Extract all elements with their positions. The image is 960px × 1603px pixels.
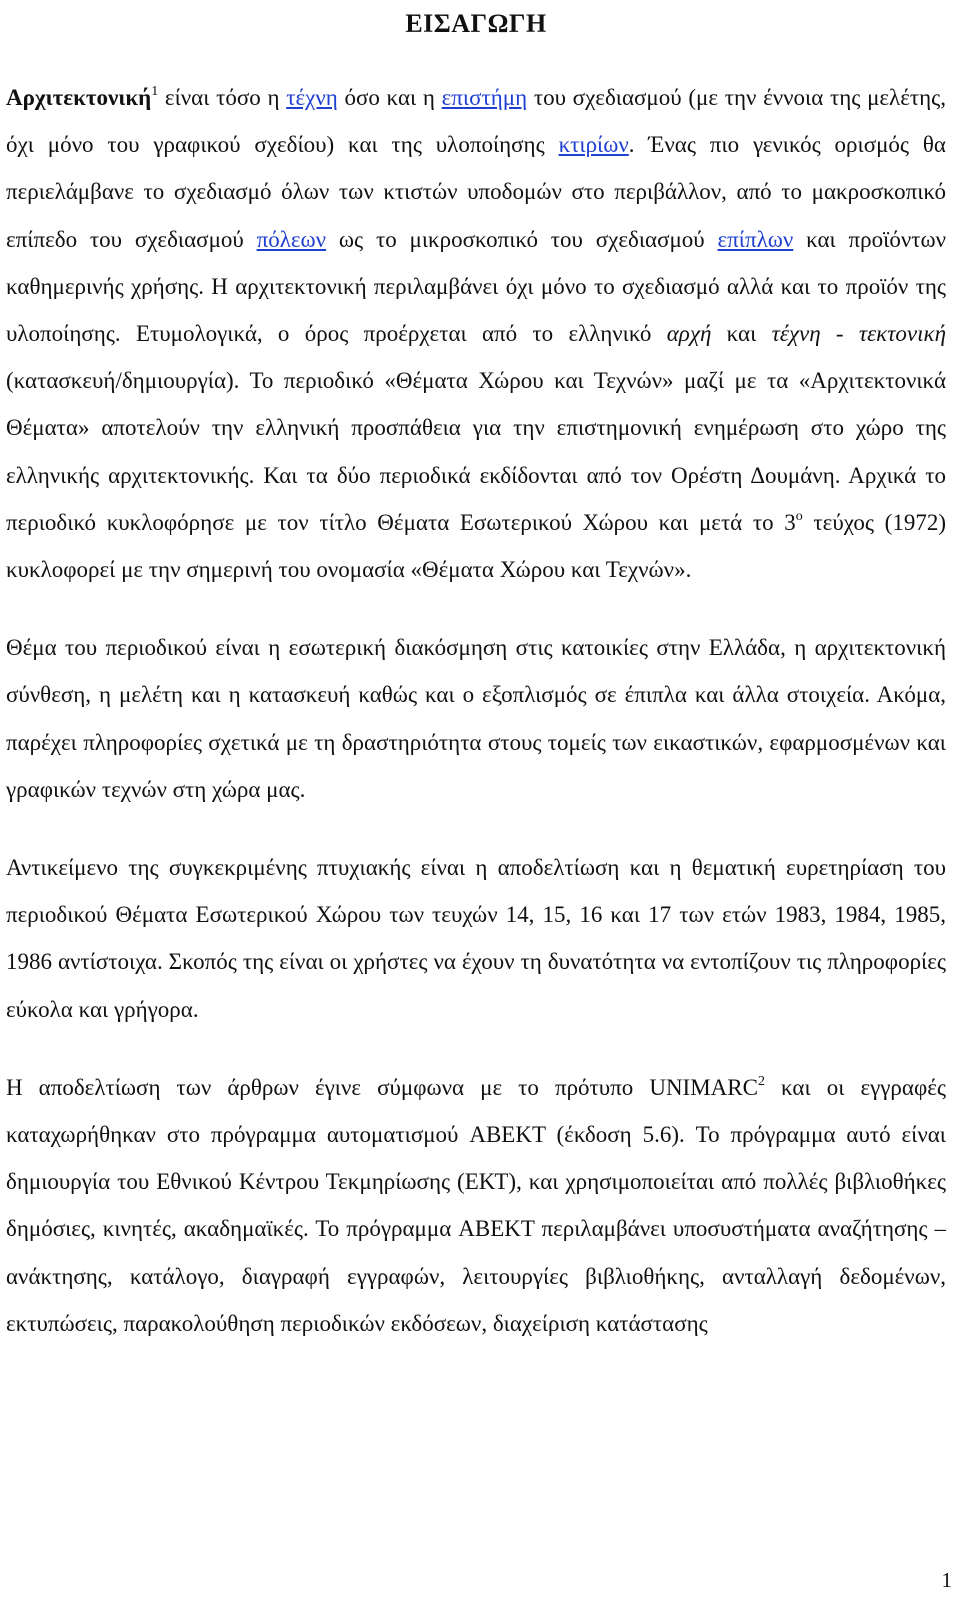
text-segment: τεύχος (1972) κυκλοφορεί με την σημερινή του ονομασία «Θέματα Χώρου και Τεχνών». bbox=[6, 509, 946, 583]
text-segment: και bbox=[711, 321, 772, 347]
link-episteme[interactable]: επιστήμη bbox=[441, 85, 528, 110]
text-segment: του σχεδιασμού (με την έννοια της μελέτης, όχι μόνο του γραφικού σχεδίου) και της υλοποίησης bbox=[6, 85, 946, 158]
paragraph-subject: Θέμα του περιοδικού είναι η εσωτερική διακόσμηση στις κατοικίες στην Ελλάδα, η αρχιτεκτονική σύνθεση, η μελέτη και η κατασκευή καθώς και ο εξοπλισμός σε έπιπλα και άλλα στοιχεία. Ακόμα, παρέχει πληροφορίες σχετικά με τη δραστηριότητα στους τομείς των εικαστικών, εφαρμοσμένων και γραφικών τεχνών στη χώρα μας. bbox=[6, 635, 946, 802]
page-number: 1 bbox=[941, 1568, 952, 1592]
footnote-ref-1[interactable]: 1 bbox=[151, 84, 159, 99]
link-poleon[interactable]: πόλεων bbox=[256, 226, 327, 252]
text-segment: και οι εγγραφές καταχωρήθηκαν στο πρόγραμμα αυτοματισμού ABEKT (έκδοση 5.6). Το πρόγραμμα αυτό είναι δημιουργία του Εθνικού Κέντρου Τεκμηρίωσης (ΕΚΤ), και χρησιμοποιείται από πολλές βιβλιοθήκες δημόσιες, κινητές, ακαδημαϊκές. Το πρόγραμμα ABEKT περιλαμβάνει υποσυστήματα αναζήτησης – ανάκτησης, κατάλογο, διαγραφή εγγραφών, λειτουργίες βιβλιοθήκης, ανταλλαγή δεδομένων, εκτυπώσεις, παρακολούθηση περιοδικών εκδόσεων, διαχείριση κατάστασης bbox=[6, 1074, 946, 1336]
superscript-ordinal: ο bbox=[795, 508, 803, 524]
link-ktirion[interactable]: κτιρίων bbox=[558, 132, 629, 158]
italic-archi: αρχή bbox=[666, 321, 712, 347]
document-page bbox=[0, 6, 960, 1603]
term-architecture: Αρχιτεκτονική bbox=[6, 85, 152, 110]
text-segment: . Ένας πιο γενικός ορισμός θα περιελάμβανε το σχεδιασμό όλων των κτιστών υποδομών στο περιβάλλον, από το μακροσκοπικό επίπεδο του σχεδιασμού bbox=[6, 132, 946, 252]
footnote-ref-2[interactable]: 2 bbox=[757, 1073, 765, 1089]
text-segment: Η αποδελτίωση των άρθρων έγινε σύμφωνα με το πρότυπο UNIMARC bbox=[6, 1074, 758, 1100]
paragraph-objective: Αντικείμενο της συγκεκριμένης πτυχιακής είναι η αποδελτίωση και η θεματική ευρετηρίαση του περιοδικού Θέματα Εσωτερικού Χώρου των τευχών 14, 15, 16 και 17 των ετών 1983, 1984, 1985, 1986 αντίστοιχα. Σκοπός της είναι οι χρήστες να έχουν τη δυνατότητα να εντοπίζουν τις πληροφορίες εύκολα και γρήγορα. bbox=[6, 855, 946, 1022]
paragraph-indexing bbox=[6, 1064, 946, 1347]
text-segment: και προϊόντων καθημερινής χρήσης. Η αρχιτεκτονική περιλαμβάνει όχι μόνο το σχεδιασμό αλλά και το προϊόν της υλοποίησης. Ετυμολογικά, ο όρος προέρχεται από το ελληνικό bbox=[6, 226, 946, 347]
text-segment: όσο και η bbox=[337, 85, 442, 110]
page-title: ΕΙΣΑΓΩΓΗ bbox=[405, 9, 547, 38]
text-segment: (κατασκευή/δημιουργία). Το περιοδικό «Θέματα Χώρου και Τεχνών» μαζί με τα «Αρχιτεκτονικά Θέματα» αποτελούν την ελληνική προσπάθεια για την επιστημονική ενημέρωση στο χώρο της ελληνικής αρχιτεκτονικής. Και τα δύο περιοδικά εκδίδονται από τον Ορέστη Δουμάνη. Αρχικά το περιοδικό κυκλοφόρησε με τον τίτλο Θέματα Εσωτερικού Χώρου και μετά το 3 bbox=[6, 368, 946, 535]
link-techni[interactable]: τέχνη bbox=[286, 85, 338, 110]
text-segment: είναι τόσο η bbox=[158, 85, 287, 110]
link-epiplon[interactable]: επίπλων bbox=[717, 226, 794, 252]
paragraph-intro bbox=[6, 74, 946, 593]
text-segment: ως το μικροσκοπικό του σχεδιασμού bbox=[326, 226, 718, 252]
italic-techni: τέχνη - τεκτονική bbox=[771, 321, 946, 347]
